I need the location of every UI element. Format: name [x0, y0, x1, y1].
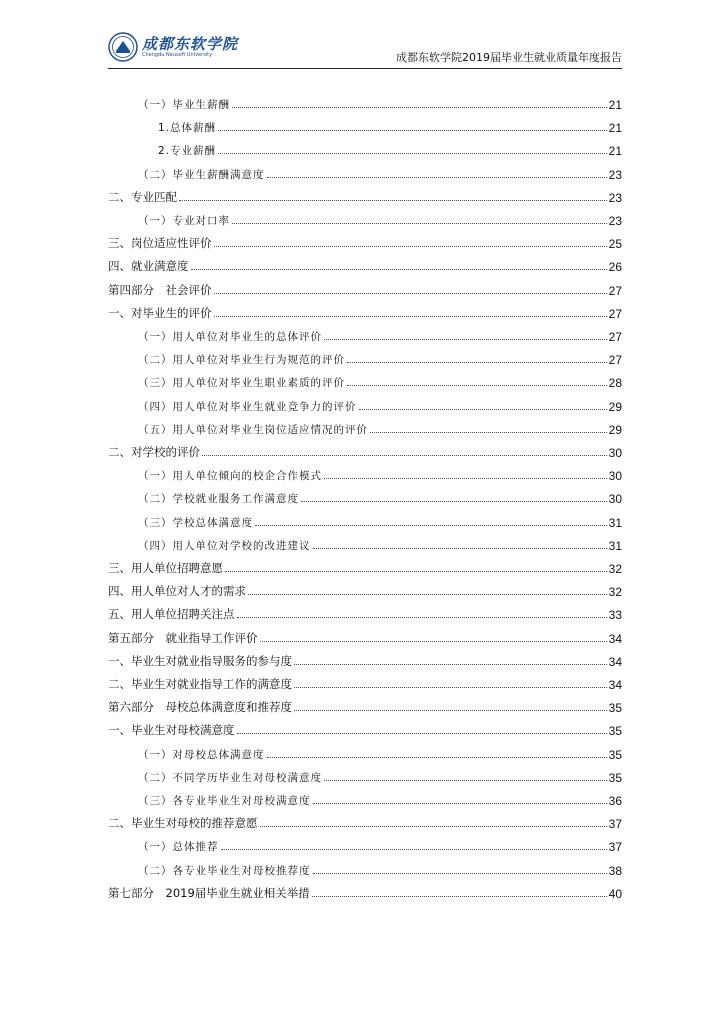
toc-entry-label: （三）用人单位对毕业生职业素质的评价: [138, 377, 345, 390]
toc-entry-page: 38: [608, 863, 622, 878]
toc-entry[interactable]: [108, 579, 622, 599]
toc-entry[interactable]: [108, 138, 622, 158]
toc-leader-dots: [267, 756, 607, 758]
toc-leader-dots: [359, 408, 607, 410]
toc-leader-dots: [214, 245, 607, 247]
toc-entry[interactable]: [108, 278, 622, 298]
toc-entry-label: 二、毕业生对就业指导工作的满意度: [108, 677, 292, 691]
toc-entry-label: 一、毕业生对就业指导服务的参与度: [108, 653, 292, 668]
toc-entry[interactable]: [108, 208, 622, 228]
toc-entry[interactable]: [108, 463, 622, 483]
toc-entry[interactable]: [108, 834, 622, 854]
toc-entry[interactable]: [108, 811, 622, 831]
toc-entry[interactable]: [108, 602, 622, 622]
toc-entry-label: （二）学校就业服务工作满意度: [138, 493, 299, 506]
toc-entry-label: 四、用人单位对人才的需求: [108, 584, 246, 599]
toc-entry-page: 37: [608, 817, 622, 832]
toc-entry-label: 三、用人单位招聘意愿: [108, 561, 223, 575]
toc-leader-dots: [221, 848, 607, 850]
toc-entry-label: （四）用人单位对学校的改进建议: [138, 539, 311, 552]
toc-leader-dots: [301, 500, 607, 502]
toc-leader-dots: [294, 686, 607, 688]
toc-leader-dots: [370, 431, 607, 433]
toc-entry[interactable]: [108, 440, 622, 460]
toc-entry-page: 32: [608, 562, 622, 576]
toc-entry-label: 二、专业匹配: [108, 189, 177, 204]
toc-leader-dots: [237, 732, 607, 734]
toc-entry[interactable]: [108, 324, 622, 344]
toc-entry[interactable]: [108, 185, 622, 205]
toc-entry[interactable]: [108, 347, 622, 367]
toc-entry-page: 34: [608, 631, 622, 646]
toc-entry-label: （二）毕业生薪酬满意度: [138, 168, 265, 181]
toc-entry-page: 23: [608, 190, 622, 205]
toc-entry-label: 1.总体薪酬: [158, 122, 217, 135]
toc-leader-dots: [237, 616, 607, 618]
toc-leader-dots: [218, 129, 607, 131]
toc-entry-page: 27: [608, 330, 622, 344]
toc-entry-page: 30: [608, 492, 622, 507]
toc-leader-dots: [260, 640, 607, 642]
toc-entry-label: （二）用人单位对毕业生行为规范的评价: [138, 354, 345, 367]
toc-leader-dots: [248, 593, 607, 595]
toc-entry-label: 第七部分 2019届毕业生就业相关举措: [108, 885, 310, 900]
toc-entry-page: 21: [608, 144, 622, 159]
toc-leader-dots: [324, 338, 607, 340]
toc-entry[interactable]: [108, 881, 622, 901]
toc-leader-dots: [294, 709, 607, 711]
toc-entry[interactable]: [108, 231, 622, 251]
toc-entry[interactable]: [108, 417, 622, 437]
toc-entry-label: （一）专业对口率: [138, 215, 230, 227]
toc-entry-page: 21: [608, 98, 622, 112]
toc-entry-page: 27: [608, 353, 622, 368]
toc-entry[interactable]: [108, 672, 622, 692]
toc-entry-label: 五、用人单位招聘关注点: [108, 607, 235, 622]
toc-entry-label: （二）不同学历毕业生对母校满意度: [138, 771, 322, 784]
toc-leader-dots: [313, 872, 607, 874]
toc-entry-page: 26: [608, 260, 622, 275]
toc-entry[interactable]: [108, 92, 622, 112]
toc-leader-dots: [225, 570, 607, 572]
toc-leader-dots: [313, 802, 607, 804]
toc-entry[interactable]: [108, 765, 622, 785]
toc-entry-label: 二、毕业生对母校的推荐意愿: [108, 816, 258, 831]
toc-entry[interactable]: [108, 533, 622, 553]
toc-entry[interactable]: [108, 649, 622, 669]
toc-entry-page: 29: [608, 422, 622, 437]
toc-entry-label: （五）用人单位对毕业生岗位适应情况的评价: [138, 423, 368, 436]
toc-entry-label: （一）用人单位倾向的校企合作模式: [138, 470, 322, 483]
university-logo: [108, 32, 238, 62]
toc-entry-label: （一）用人单位对毕业生的总体评价: [138, 331, 322, 343]
toc-entry-page: 35: [608, 770, 622, 785]
toc-entry-page: 30: [608, 469, 622, 484]
toc-entry-page: 29: [608, 399, 622, 414]
toc-leader-dots: [313, 547, 607, 549]
toc-leader-dots: [260, 825, 607, 827]
toc-entry-page: 35: [608, 701, 622, 716]
toc-entry-label: 四、就业满意度: [108, 259, 189, 274]
toc-entry-page: 32: [608, 585, 622, 600]
toc-entry-label: （一）对母校总体满意度: [138, 748, 265, 761]
toc-leader-dots: [294, 663, 607, 665]
toc-entry[interactable]: [108, 115, 622, 135]
report-title: 成都东软学院2019届毕业生就业质量年度报告: [396, 51, 622, 64]
toc-entry[interactable]: [108, 162, 622, 182]
toc-entry-label: （三）各专业毕业生对母校满意度: [138, 795, 311, 807]
toc-leader-dots: [218, 152, 607, 154]
toc-leader-dots: [324, 779, 607, 781]
toc-leader-dots: [214, 315, 607, 317]
toc-entry-page: 35: [608, 747, 622, 762]
toc-entry[interactable]: [108, 718, 622, 738]
toc-leader-dots: [312, 895, 607, 897]
toc-entry-page: 37: [608, 840, 622, 855]
toc-entry-label: 一、毕业生对母校满意度: [108, 723, 235, 738]
toc-leader-dots: [232, 106, 607, 108]
toc-entry-label: 二、对学校的评价: [108, 445, 200, 459]
toc-entry-page: 33: [608, 608, 622, 623]
toc-entry-page: 27: [608, 283, 622, 298]
toc-entry[interactable]: [108, 370, 622, 390]
toc-entry[interactable]: [108, 394, 622, 414]
toc-entry-label: （二）各专业毕业生对母校推荐度: [138, 864, 311, 877]
toc-leader-dots: [191, 268, 607, 270]
toc-leader-dots: [267, 176, 607, 178]
toc-leader-dots: [232, 222, 607, 224]
toc-entry[interactable]: [108, 626, 622, 646]
toc-entry-label: 第四部分 社会评价: [108, 282, 212, 297]
toc-entry-page: 40: [608, 886, 622, 901]
toc-entry-page: 34: [608, 678, 622, 692]
toc-entry-label: 2.专业薪酬: [158, 145, 217, 158]
toc-leader-dots: [347, 361, 607, 363]
toc-entry[interactable]: [108, 695, 622, 715]
toc-entry-label: （一）总体推荐: [138, 841, 219, 854]
toc-leader-dots: [214, 292, 607, 294]
toc-entry[interactable]: [108, 254, 622, 274]
toc-entry-label: 三、岗位适应性评价: [108, 236, 212, 251]
toc-leader-dots: [202, 454, 607, 456]
toc-leader-dots: [255, 524, 607, 526]
toc-leader-dots: [179, 199, 607, 201]
toc-entry-page: 36: [608, 794, 622, 808]
toc-entry-label: （一）毕业生薪酬: [138, 99, 230, 111]
toc-entry[interactable]: [108, 556, 622, 576]
toc-entry[interactable]: [108, 788, 622, 808]
toc-entry-page: 31: [608, 515, 622, 530]
toc-entry-page: 23: [608, 167, 622, 182]
toc-leader-dots: [324, 477, 607, 479]
toc-entry-page: 27: [608, 306, 622, 321]
toc-entry[interactable]: [108, 510, 622, 530]
university-seal-icon: [108, 32, 138, 62]
toc-entry-page: 30: [608, 446, 622, 460]
toc-leader-dots: [347, 384, 607, 386]
toc-entry[interactable]: [108, 486, 622, 506]
toc-entry-page: 31: [608, 538, 622, 553]
page-header: [108, 32, 622, 69]
toc-entry[interactable]: [108, 858, 622, 878]
toc-entry-label: （三）学校总体满意度: [138, 516, 253, 529]
toc-entry-page: 21: [608, 121, 622, 136]
toc-entry-page: 35: [608, 724, 622, 739]
toc-entry-page: 34: [608, 654, 622, 669]
toc-entry[interactable]: [108, 301, 622, 321]
toc-entry-label: 第六部分 母校总体满意度和推荐度: [108, 700, 292, 715]
toc-entry[interactable]: [108, 742, 622, 762]
toc-entry-page: 28: [608, 376, 622, 391]
toc-entry-page: 23: [608, 214, 622, 228]
toc-entry-label: 第五部分 就业指导工作评价: [108, 630, 258, 645]
logo-english-name: Chengdu Neusoft University: [142, 51, 213, 58]
toc-entry-page: 25: [608, 237, 622, 252]
logo-chinese-name: 成都东软学院: [142, 34, 239, 53]
toc-entry-label: 一、对毕业生的评价: [108, 305, 212, 320]
toc-entry-label: （四）用人单位对毕业生就业竞争力的评价: [138, 400, 357, 413]
